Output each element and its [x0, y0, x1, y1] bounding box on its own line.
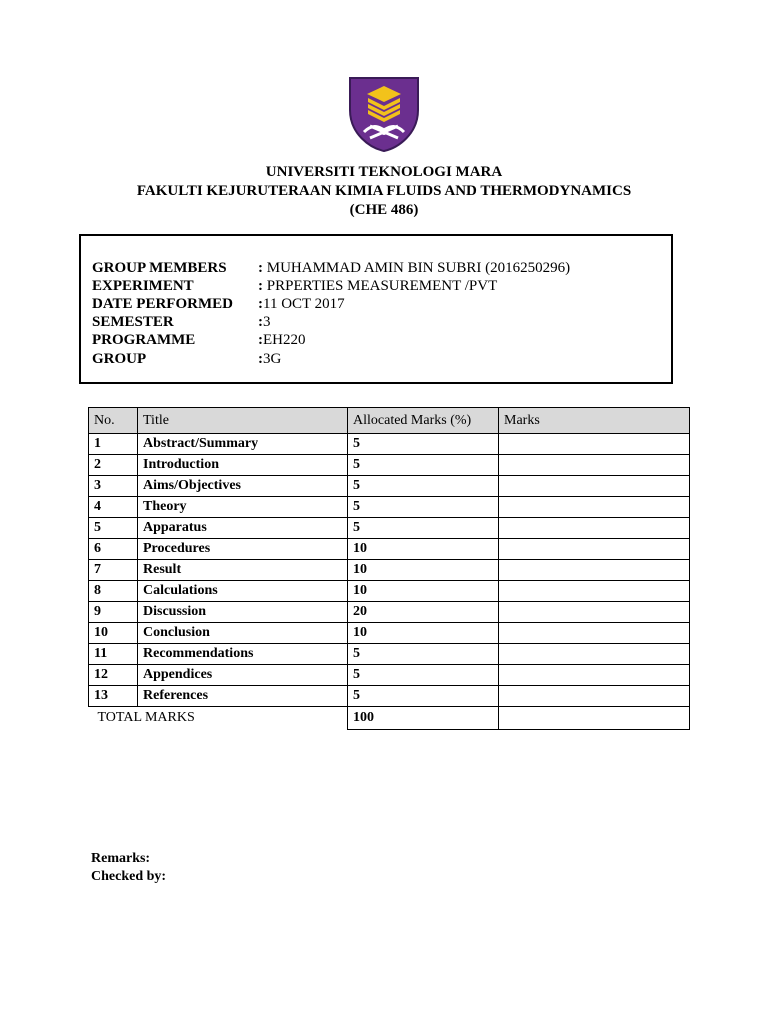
info-colon: :: [258, 314, 263, 330]
table-row: [89, 560, 690, 581]
info-label: EXPERIMENT: [92, 278, 194, 294]
row-allocated: 5: [348, 644, 499, 665]
row-title: Calculations: [138, 581, 348, 602]
table-row: [89, 686, 690, 707]
row-allocated: 5: [348, 518, 499, 539]
table-row: [89, 602, 690, 623]
table-row: [89, 665, 690, 686]
info-label: SEMESTER: [92, 314, 174, 330]
row-allocated: 20: [348, 602, 499, 623]
info-colon: :: [258, 351, 263, 367]
university-crest-icon: [346, 76, 422, 152]
column-header-no: No.: [89, 408, 138, 434]
info-value-text: PRPERTIES MEASUREMENT /PVT: [263, 278, 498, 294]
row-allocated: 5: [348, 476, 499, 497]
row-marks: [499, 455, 690, 476]
row-marks: [499, 623, 690, 644]
total-label: TOTAL MARKS: [89, 707, 348, 730]
total-allocated: 100: [348, 707, 499, 730]
row-title: Discussion: [138, 602, 348, 623]
table-row: [89, 518, 690, 539]
row-title: Recommendations: [138, 644, 348, 665]
row-title: References: [138, 686, 348, 707]
row-marks: [499, 686, 690, 707]
row-title: Conclusion: [138, 623, 348, 644]
table-row: [89, 644, 690, 665]
info-value-text: 11 OCT 2017: [263, 296, 345, 312]
row-allocated: 10: [348, 623, 499, 644]
info-value: [258, 331, 306, 349]
info-value: [258, 277, 497, 295]
row-title: Theory: [138, 497, 348, 518]
info-label: DATE PERFORMED: [92, 296, 233, 312]
university-name: UNIVERSITI TEKNOLOGI MARA: [265, 164, 503, 180]
row-allocated: 10: [348, 539, 499, 560]
row-title: Procedures: [138, 539, 348, 560]
column-header-allocated: Allocated Marks (%): [348, 408, 499, 434]
info-colon: :: [258, 296, 263, 312]
row-marks: [499, 518, 690, 539]
course-code: (CHE 486): [349, 202, 419, 218]
total-row: [89, 707, 690, 730]
row-no: 4: [89, 497, 138, 518]
row-marks: [499, 581, 690, 602]
table-row: [89, 623, 690, 644]
info-label: PROGRAMME: [92, 332, 196, 348]
row-no: 13: [89, 686, 138, 707]
row-no: 6: [89, 539, 138, 560]
row-allocated: 5: [348, 686, 499, 707]
row-marks: [499, 434, 690, 455]
row-no: 1: [89, 434, 138, 455]
row-no: 7: [89, 560, 138, 581]
row-marks: [499, 560, 690, 581]
info-value-text: 3: [263, 314, 271, 330]
info-value: [258, 350, 281, 368]
info-value-text: EH220: [263, 332, 306, 348]
row-marks: [499, 539, 690, 560]
row-title: Appendices: [138, 665, 348, 686]
row-no: 3: [89, 476, 138, 497]
row-title: Apparatus: [138, 518, 348, 539]
marks-table: [88, 407, 690, 730]
column-header-title: Title: [138, 408, 348, 434]
column-header-marks: Marks: [499, 408, 690, 434]
info-label: GROUP MEMBERS: [92, 260, 227, 276]
table-row: [89, 539, 690, 560]
total-marks: [499, 707, 690, 730]
table-header-row: [89, 408, 690, 434]
row-no: 12: [89, 665, 138, 686]
report-info-box: [79, 234, 673, 384]
info-value: [258, 259, 570, 277]
table-row: [89, 581, 690, 602]
row-title: Result: [138, 560, 348, 581]
table-row: [89, 455, 690, 476]
info-value: [258, 313, 271, 331]
row-no: 11: [89, 644, 138, 665]
row-title: Aims/Objectives: [138, 476, 348, 497]
info-value-text: MUHAMMAD AMIN BIN SUBRI (2016250296): [263, 260, 571, 276]
row-marks: [499, 476, 690, 497]
remarks-label: Remarks:: [91, 851, 151, 866]
row-allocated: 5: [348, 497, 499, 518]
info-value-text: 3G: [263, 351, 282, 367]
row-allocated: 5: [348, 455, 499, 476]
info-colon: :: [258, 278, 263, 294]
footer-section: [91, 850, 166, 886]
row-allocated: 5: [348, 665, 499, 686]
table-row: [89, 434, 690, 455]
row-no: 2: [89, 455, 138, 476]
faculty-name: FAKULTI KEJURUTERAAN KIMIA FLUIDS AND THERMODYNAMICS: [136, 183, 632, 199]
table-row: [89, 497, 690, 518]
row-no: 9: [89, 602, 138, 623]
row-no: 10: [89, 623, 138, 644]
row-title: Introduction: [138, 455, 348, 476]
row-no: 5: [89, 518, 138, 539]
info-value: [258, 295, 345, 313]
table-row: [89, 476, 690, 497]
checked-by-label: Checked by:: [91, 869, 167, 884]
row-marks: [499, 665, 690, 686]
info-colon: :: [258, 332, 263, 348]
info-label: GROUP: [92, 351, 147, 367]
row-allocated: 10: [348, 581, 499, 602]
row-title: Abstract/Summary: [138, 434, 348, 455]
row-allocated: 10: [348, 560, 499, 581]
document-header: [0, 163, 768, 220]
row-no: 8: [89, 581, 138, 602]
row-allocated: 5: [348, 434, 499, 455]
row-marks: [499, 602, 690, 623]
row-marks: [499, 497, 690, 518]
row-marks: [499, 644, 690, 665]
info-colon: :: [258, 260, 263, 276]
